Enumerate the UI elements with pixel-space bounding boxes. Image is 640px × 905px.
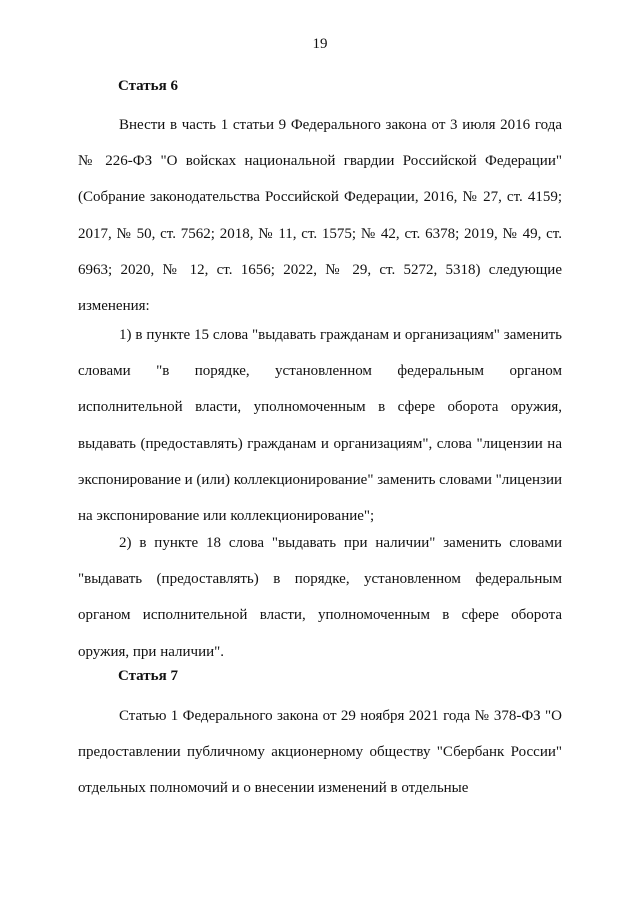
article-6-item-2: 2) в пункте 18 слова "выдавать при наличии" заменить словами "выдавать (предоставлять) в порядке, установленном федеральным органом исполнительной власти, уполномоченным в сфере оборота оружия, при наличии". [78,535,562,660]
article-6-intro: Внести в часть 1 статьи 9 Федерального закона от 3 июля 2016 года № 226-ФЗ "О войсках национальной гвардии Российской Федерации" (Собрание законодательства Российской Федерации, 2016, № 27, ст. 4159; 2017, № 50, ст. 7562; 2018, № 11, ст. 1575; № 42, ст. 6378; 2019, № 49, ст. 6963; 2020, № 12, ст. 1656; 2022, № 29, ст. 5272, 5318) следующие изменения: [78,117,562,315]
page-number: 19 [312,36,328,52]
article-6-heading: Статья 6 [118,78,178,94]
article-6-item-1: 1) в пункте 15 слова "выдавать гражданам и организациям" заменить словами "в порядке, установленном федеральным органом исполнительной власти, уполномоченным в сфере оборота оружия, выдавать (предоставлять) гражданам и организациям", слова "лицензии на экспонирование и (или) коллекционирование" заменить словами "лицензии на экспонирование или коллекционирование"; [78,327,562,525]
article-7-intro: Статью 1 Федерального закона от 29 ноября 2021 года № 378-ФЗ "О предоставлении публичному акционерному обществу "Сбербанк России" отдельных полномочий и о внесении изменений в отдельные [78,708,562,797]
article-7-heading: Статья 7 [118,668,178,684]
